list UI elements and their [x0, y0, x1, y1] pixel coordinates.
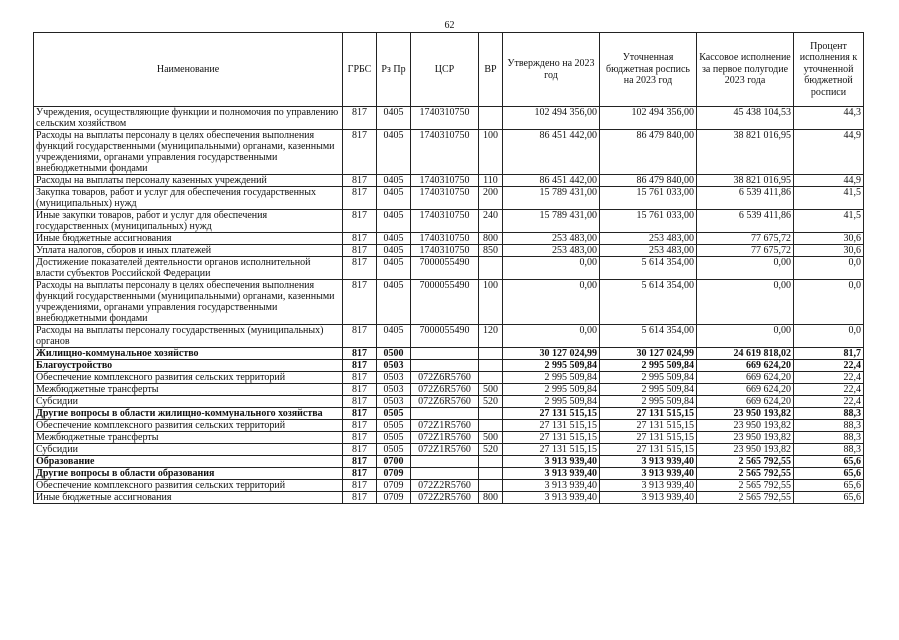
cell-grbs: 817	[343, 360, 377, 372]
cell-percent: 22,4	[794, 396, 864, 408]
cell-refined: 253 483,00	[600, 245, 697, 257]
cell-rzpr: 0709	[377, 492, 411, 504]
cell-grbs: 817	[343, 468, 377, 480]
cell-refined: 27 131 515,15	[600, 432, 697, 444]
cell-approved: 27 131 515,15	[503, 432, 600, 444]
cell-csr: 1740310750	[411, 107, 479, 130]
cell-grbs: 817	[343, 432, 377, 444]
cell-rzpr: 0405	[377, 257, 411, 280]
table-row	[34, 408, 864, 420]
table-row	[34, 280, 864, 325]
table-row	[34, 396, 864, 408]
cell-percent: 88,3	[794, 420, 864, 432]
cell-name: Благоустройство	[34, 360, 343, 372]
cell-refined: 27 131 515,15	[600, 408, 697, 420]
cell-executed: 23 950 193,82	[697, 408, 794, 420]
cell-name: Иные бюджетные ассигнования	[34, 233, 343, 245]
cell-executed: 669 624,20	[697, 384, 794, 396]
header-rzpr: Рз Пр	[377, 33, 411, 107]
cell-percent: 65,6	[794, 480, 864, 492]
cell-approved: 30 127 024,99	[503, 348, 600, 360]
cell-rzpr: 0503	[377, 360, 411, 372]
cell-executed: 0,00	[697, 325, 794, 348]
cell-csr: 1740310750	[411, 245, 479, 257]
table-row	[34, 233, 864, 245]
cell-vr: 500	[479, 384, 503, 396]
table-row	[34, 360, 864, 372]
cell-vr	[479, 360, 503, 372]
table-header-row	[34, 33, 864, 107]
cell-csr: 072Z1R5760	[411, 444, 479, 456]
table-row	[34, 130, 864, 175]
cell-percent: 65,6	[794, 492, 864, 504]
cell-percent: 22,4	[794, 372, 864, 384]
cell-vr	[479, 408, 503, 420]
cell-percent: 88,3	[794, 444, 864, 456]
cell-name: Уплата налогов, сборов и иных платежей	[34, 245, 343, 257]
budget-execution-table	[33, 32, 864, 504]
cell-rzpr: 0709	[377, 468, 411, 480]
cell-vr	[479, 420, 503, 432]
cell-approved: 253 483,00	[503, 245, 600, 257]
cell-name: Другие вопросы в области образования	[34, 468, 343, 480]
cell-percent: 44,9	[794, 175, 864, 187]
cell-grbs: 817	[343, 257, 377, 280]
table-row	[34, 348, 864, 360]
table-row	[34, 325, 864, 348]
cell-rzpr: 0405	[377, 245, 411, 257]
cell-approved: 3 913 939,40	[503, 456, 600, 468]
cell-rzpr: 0405	[377, 130, 411, 175]
cell-executed: 23 950 193,82	[697, 432, 794, 444]
cell-refined: 86 479 840,00	[600, 175, 697, 187]
cell-rzpr: 0405	[377, 187, 411, 210]
cell-vr	[479, 107, 503, 130]
cell-refined: 2 995 509,84	[600, 372, 697, 384]
cell-rzpr: 0505	[377, 408, 411, 420]
cell-executed: 38 821 016,95	[697, 175, 794, 187]
cell-vr: 120	[479, 325, 503, 348]
cell-name: Субсидии	[34, 444, 343, 456]
cell-refined: 27 131 515,15	[600, 420, 697, 432]
cell-percent: 0,0	[794, 280, 864, 325]
cell-executed: 24 619 818,02	[697, 348, 794, 360]
cell-csr: 1740310750	[411, 130, 479, 175]
table-row	[34, 480, 864, 492]
cell-csr: 1740310750	[411, 210, 479, 233]
header-executed: Кассовое исполнение за первое полугодие 2023 года	[697, 33, 794, 107]
table-row	[34, 210, 864, 233]
header-approved: Утверждено на 2023 год	[503, 33, 600, 107]
cell-name: Учреждения, осуществляющие функции и полномочия по управлению сельским хозяйством	[34, 107, 343, 130]
cell-name: Субсидии	[34, 396, 343, 408]
cell-vr: 800	[479, 233, 503, 245]
cell-percent: 65,6	[794, 456, 864, 468]
cell-approved: 27 131 515,15	[503, 444, 600, 456]
cell-approved: 102 494 356,00	[503, 107, 600, 130]
cell-rzpr: 0405	[377, 280, 411, 325]
cell-approved: 27 131 515,15	[503, 420, 600, 432]
cell-percent: 88,3	[794, 432, 864, 444]
cell-refined: 15 761 033,00	[600, 210, 697, 233]
cell-grbs: 817	[343, 210, 377, 233]
cell-csr: 072Z1R5760	[411, 432, 479, 444]
cell-approved: 0,00	[503, 325, 600, 348]
cell-executed: 0,00	[697, 280, 794, 325]
cell-csr	[411, 456, 479, 468]
cell-csr: 072Z2R5760	[411, 492, 479, 504]
cell-executed: 669 624,20	[697, 360, 794, 372]
cell-executed: 669 624,20	[697, 396, 794, 408]
cell-refined: 3 913 939,40	[600, 468, 697, 480]
cell-percent: 41,5	[794, 210, 864, 233]
cell-grbs: 817	[343, 480, 377, 492]
cell-executed: 23 950 193,82	[697, 420, 794, 432]
cell-rzpr: 0709	[377, 480, 411, 492]
cell-executed: 0,00	[697, 257, 794, 280]
cell-csr: 072Z2R5760	[411, 480, 479, 492]
cell-vr	[479, 372, 503, 384]
cell-executed: 2 565 792,55	[697, 468, 794, 480]
cell-rzpr: 0405	[377, 175, 411, 187]
cell-grbs: 817	[343, 420, 377, 432]
cell-grbs: 817	[343, 325, 377, 348]
cell-csr	[411, 408, 479, 420]
table-row	[34, 468, 864, 480]
table-row	[34, 245, 864, 257]
cell-grbs: 817	[343, 233, 377, 245]
table-row	[34, 492, 864, 504]
cell-executed: 669 624,20	[697, 372, 794, 384]
cell-percent: 30,6	[794, 233, 864, 245]
cell-name: Обеспечение комплексного развития сельских территорий	[34, 372, 343, 384]
cell-name: Расходы на выплаты персоналу казенных учреждений	[34, 175, 343, 187]
cell-rzpr: 0505	[377, 432, 411, 444]
cell-approved: 86 451 442,00	[503, 175, 600, 187]
cell-executed: 2 565 792,55	[697, 456, 794, 468]
header-percent: Процент исполнения к уточненной бюджетной росписи	[794, 33, 864, 107]
cell-approved: 27 131 515,15	[503, 408, 600, 420]
cell-refined: 3 913 939,40	[600, 492, 697, 504]
cell-refined: 3 913 939,40	[600, 480, 697, 492]
cell-rzpr: 0405	[377, 210, 411, 233]
cell-grbs: 817	[343, 187, 377, 210]
cell-approved: 0,00	[503, 280, 600, 325]
header-grbs: ГРБС	[343, 33, 377, 107]
cell-refined: 30 127 024,99	[600, 348, 697, 360]
cell-name: Иные бюджетные ассигнования	[34, 492, 343, 504]
cell-percent: 44,3	[794, 107, 864, 130]
cell-vr	[479, 468, 503, 480]
cell-refined: 102 494 356,00	[600, 107, 697, 130]
cell-refined: 3 913 939,40	[600, 456, 697, 468]
cell-executed: 6 539 411,86	[697, 187, 794, 210]
cell-vr	[479, 257, 503, 280]
cell-approved: 3 913 939,40	[503, 468, 600, 480]
cell-percent: 88,3	[794, 408, 864, 420]
cell-name: Другие вопросы в области жилищно-коммунального хозяйства	[34, 408, 343, 420]
cell-vr: 520	[479, 396, 503, 408]
cell-grbs: 817	[343, 384, 377, 396]
table-row	[34, 372, 864, 384]
table-row	[34, 444, 864, 456]
cell-csr: 1740310750	[411, 187, 479, 210]
cell-rzpr: 0405	[377, 107, 411, 130]
cell-approved: 0,00	[503, 257, 600, 280]
cell-percent: 0,0	[794, 325, 864, 348]
cell-approved: 2 995 509,84	[503, 372, 600, 384]
cell-refined: 2 995 509,84	[600, 396, 697, 408]
cell-csr: 1740310750	[411, 175, 479, 187]
header-refined: Уточненная бюджетная роспись на 2023 год	[600, 33, 697, 107]
cell-vr: 200	[479, 187, 503, 210]
cell-grbs: 817	[343, 175, 377, 187]
cell-grbs: 817	[343, 245, 377, 257]
cell-name: Межбюджетные трансферты	[34, 432, 343, 444]
cell-grbs: 817	[343, 408, 377, 420]
cell-percent: 0,0	[794, 257, 864, 280]
cell-approved: 86 451 442,00	[503, 130, 600, 175]
header-csr: ЦСР	[411, 33, 479, 107]
cell-approved: 2 995 509,84	[503, 360, 600, 372]
cell-name: Закупка товаров, работ и услуг для обеспечения государственных (муниципальных) нужд	[34, 187, 343, 210]
cell-refined: 5 614 354,00	[600, 257, 697, 280]
cell-name: Обеспечение комплексного развития сельских территорий	[34, 480, 343, 492]
cell-vr: 520	[479, 444, 503, 456]
cell-csr	[411, 360, 479, 372]
cell-percent: 65,6	[794, 468, 864, 480]
cell-rzpr: 0405	[377, 325, 411, 348]
cell-rzpr: 0700	[377, 456, 411, 468]
cell-refined: 5 614 354,00	[600, 280, 697, 325]
cell-executed: 2 565 792,55	[697, 492, 794, 504]
cell-grbs: 817	[343, 444, 377, 456]
cell-csr: 7000055490	[411, 280, 479, 325]
cell-name: Жилищно-коммунальное хозяйство	[34, 348, 343, 360]
cell-grbs: 817	[343, 456, 377, 468]
cell-rzpr: 0505	[377, 444, 411, 456]
cell-approved: 253 483,00	[503, 233, 600, 245]
cell-rzpr: 0500	[377, 348, 411, 360]
cell-csr: 1740310750	[411, 233, 479, 245]
cell-name: Расходы на выплаты персоналу государственных (муниципальных) органов	[34, 325, 343, 348]
cell-csr: 7000055490	[411, 257, 479, 280]
cell-csr	[411, 468, 479, 480]
cell-vr: 240	[479, 210, 503, 233]
cell-executed: 38 821 016,95	[697, 130, 794, 175]
cell-approved: 2 995 509,84	[503, 384, 600, 396]
cell-csr: 072Z6R5760	[411, 384, 479, 396]
cell-refined: 2 995 509,84	[600, 360, 697, 372]
header-name: Наименование	[34, 33, 343, 107]
table-row	[34, 384, 864, 396]
cell-vr: 500	[479, 432, 503, 444]
cell-grbs: 817	[343, 372, 377, 384]
cell-grbs: 817	[343, 348, 377, 360]
cell-percent: 22,4	[794, 384, 864, 396]
cell-name: Расходы на выплаты персоналу в целях обеспечения выполнения функций государственными (муниципальными) органами, казенными учреждениями, органами управления государственными внебюджетными фондами	[34, 130, 343, 175]
cell-percent: 81,7	[794, 348, 864, 360]
cell-percent: 44,9	[794, 130, 864, 175]
cell-executed: 45 438 104,53	[697, 107, 794, 130]
cell-refined: 2 995 509,84	[600, 384, 697, 396]
cell-csr: 7000055490	[411, 325, 479, 348]
cell-refined: 253 483,00	[600, 233, 697, 245]
table-row	[34, 257, 864, 280]
cell-rzpr: 0405	[377, 233, 411, 245]
cell-name: Межбюджетные трансферты	[34, 384, 343, 396]
cell-approved: 3 913 939,40	[503, 480, 600, 492]
table-row	[34, 175, 864, 187]
cell-executed: 6 539 411,86	[697, 210, 794, 233]
cell-rzpr: 0503	[377, 372, 411, 384]
cell-vr: 100	[479, 130, 503, 175]
cell-vr: 850	[479, 245, 503, 257]
cell-approved: 15 789 431,00	[503, 187, 600, 210]
cell-approved: 2 995 509,84	[503, 396, 600, 408]
cell-name: Обеспечение комплексного развития сельских территорий	[34, 420, 343, 432]
cell-refined: 27 131 515,15	[600, 444, 697, 456]
table-body	[34, 107, 864, 504]
cell-approved: 15 789 431,00	[503, 210, 600, 233]
cell-name: Расходы на выплаты персоналу в целях обеспечения выполнения функций государственными (муниципальными) органами, казенными учреждениями, органами управления государственными внебюджетными фондами	[34, 280, 343, 325]
header-vr: ВР	[479, 33, 503, 107]
cell-name: Достижение показателей деятельности органов исполнительной власти субъектов Российской Федерации	[34, 257, 343, 280]
cell-executed: 77 675,72	[697, 233, 794, 245]
cell-grbs: 817	[343, 130, 377, 175]
cell-grbs: 817	[343, 396, 377, 408]
cell-rzpr: 0503	[377, 396, 411, 408]
cell-percent: 30,6	[794, 245, 864, 257]
cell-approved: 3 913 939,40	[503, 492, 600, 504]
cell-csr	[411, 348, 479, 360]
cell-refined: 5 614 354,00	[600, 325, 697, 348]
cell-csr: 072Z1R5760	[411, 420, 479, 432]
cell-vr: 800	[479, 492, 503, 504]
cell-refined: 86 479 840,00	[600, 130, 697, 175]
cell-percent: 22,4	[794, 360, 864, 372]
cell-csr: 072Z6R5760	[411, 372, 479, 384]
cell-name: Иные закупки товаров, работ и услуг для обеспечения государственных (муниципальных) нужд	[34, 210, 343, 233]
cell-grbs: 817	[343, 107, 377, 130]
cell-vr	[479, 348, 503, 360]
table-row	[34, 456, 864, 468]
page-number: 62	[444, 20, 455, 31]
cell-percent: 41,5	[794, 187, 864, 210]
cell-name: Образование	[34, 456, 343, 468]
table-row	[34, 432, 864, 444]
cell-csr: 072Z6R5760	[411, 396, 479, 408]
table-row	[34, 420, 864, 432]
cell-refined: 15 761 033,00	[600, 187, 697, 210]
table-row	[34, 187, 864, 210]
table-row	[34, 107, 864, 130]
cell-vr: 110	[479, 175, 503, 187]
cell-grbs: 817	[343, 492, 377, 504]
cell-executed: 77 675,72	[697, 245, 794, 257]
cell-rzpr: 0503	[377, 384, 411, 396]
cell-grbs: 817	[343, 280, 377, 325]
cell-vr: 100	[479, 280, 503, 325]
cell-executed: 23 950 193,82	[697, 444, 794, 456]
cell-executed: 2 565 792,55	[697, 480, 794, 492]
cell-vr	[479, 480, 503, 492]
cell-rzpr: 0505	[377, 420, 411, 432]
cell-vr	[479, 456, 503, 468]
